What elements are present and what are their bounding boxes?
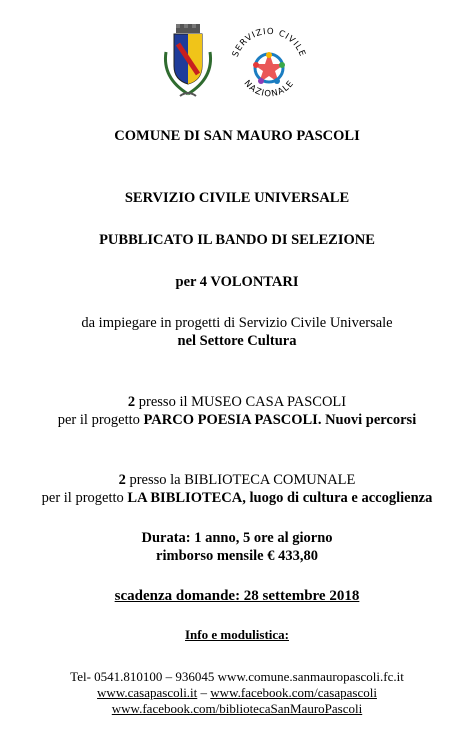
reimbursement-text: rimborso mensile € 433,80 [156,548,318,564]
project-2-name: LA BIBLIOTECA, luogo di cultura e accoglienza [127,490,433,506]
svg-text:SERVIZIO CIVILE: SERVIZIO CIVILE [230,26,308,59]
project-2-place-text: presso la BIBLIOTECA COMUNALE [129,472,356,488]
links-line [0,684,474,701]
project-2-count: 2 [118,472,126,488]
facebook-biblioteca-line [0,700,474,717]
municipal-crest-icon [160,22,216,102]
project-1-name: PARCO POESIA PASCOLI. Nuovi percorsi [143,412,417,428]
project-1-place [0,394,474,411]
deadline-text: scadenza domande: 28 settembre 2018 [114,588,360,604]
facebook-casapascoli-link[interactable]: www.facebook.com/casapascoli [210,685,377,700]
project-2-place [0,472,474,489]
program-title: SERVIZIO CIVILE UNIVERSALE [124,190,350,206]
project-1-prefix: per il progetto [57,412,140,428]
link-separator: – [200,685,208,700]
project-1-place-text: presso il MUSEO CASA PASCOLI [138,394,347,410]
logos-row [0,22,474,104]
municipality-title: COMUNE DI SAN MAURO PASCOLI [114,128,360,144]
intro-text: da impiegare in progetti di Servizio Civile Universale [81,315,393,331]
contacts-line: Tel- 0541.810100 – 936045 www.comune.sanmauropascoli.fc.it [70,669,404,684]
sector-text: nel Settore Cultura [177,333,297,349]
volunteers-count: per 4 VOLONTARI [175,274,299,290]
duration-text: Durata: 1 anno, 5 ore al giorno [141,530,333,546]
info-title: Info e modulistica: [185,627,289,642]
facebook-biblioteca-link[interactable]: www.facebook.com/bibliotecaSanMauroPascoli [111,701,363,716]
svg-text:NAZIONALE: NAZIONALE [241,78,297,100]
project-2-name-line [0,490,474,507]
project-1-count: 2 [127,394,136,410]
casapascoli-link[interactable]: www.casapascoli.it [97,685,198,700]
headline: PUBBLICATO IL BANDO DI SELEZIONE [99,232,375,248]
project-2-prefix: per il progetto [41,490,124,506]
project-1-name-line [0,412,474,429]
servizio-civile-nazionale-logo [226,24,312,110]
